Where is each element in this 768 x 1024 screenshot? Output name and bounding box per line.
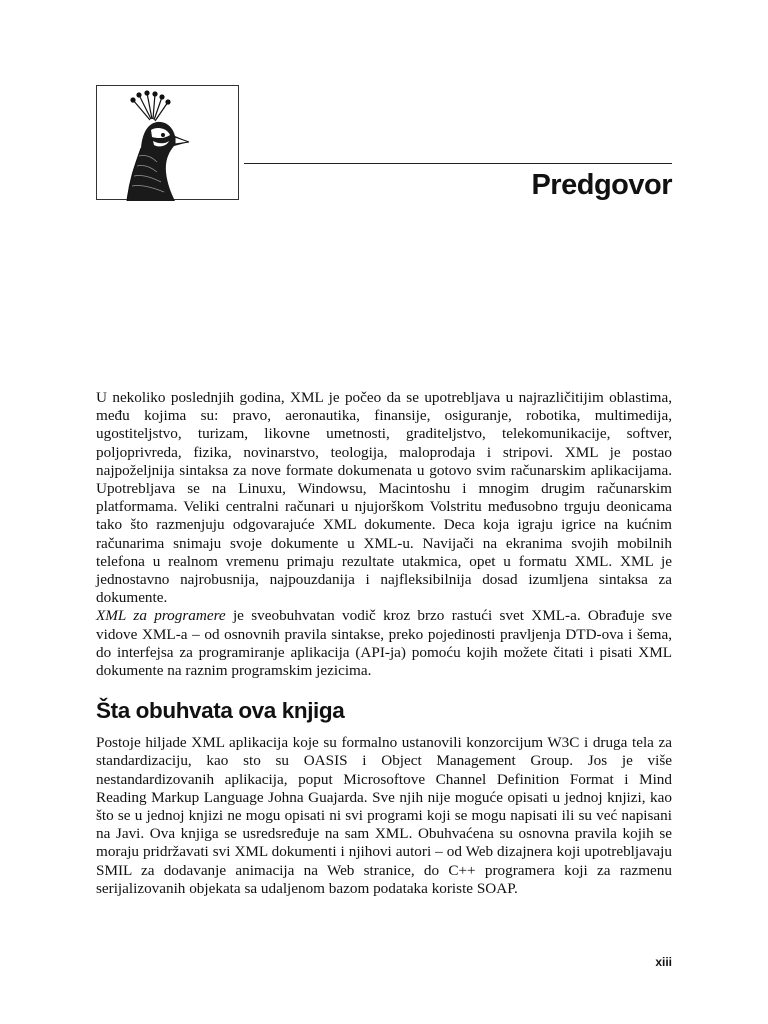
intro-paragraph-2-text: je sveobuhvatan vodič kroz brzo rastući svet XML-a. Obrađuje sve vidove XML-a – od osnovnih pravila sintakse, preko pojedinosti pravljenja DTD-ova i šema, do interfejsa za programiranje aplikacija (API-ja) pomoću kojih možete čitati i pisati XML dokumente na raznim programskim jezicima. [96,607,672,680]
intro-paragraph-1: U nekoliko poslednjih godina, XML je počeo da se upotrebljava u najrazličitijim oblastima, među kojima su: pravo, aeronautika, finansije, osiguranje, robotika, multimedija, ugostiteljstvo, turizam, likovne umetnosti, graditeljstvo, telekomunikacije, softver, poljoprivreda, fizika, novinarstvo, teologija, maloprodaja i stripovi. XML je postao najpoželjnija sintaksa za nove formate dokumenata u gotovo svim računarskim aplikacijama. Upotrebljava se na Linuxu, Windowsu, Macintoshu i mnogim drugim računarskim platformama. Veliki centralni računari u njujorškom Volstritu međusobno trguju deonicama tako što razmenjuju odgovarajuće XML dokumente. Deca koja igraju igrice na kućnim računarima snimaju svoje dokumente u XML-u. Navijači na ekranima svojih mobilnih telefona u realnom vremenu primaju rezultate utakmica, opet u formatu XML. XML je jednostavno najrobusnija, najpouzdanija i najfleksibilnija dosad izumljena sintaksa za dokumente. [96,389,672,607]
title-rule [244,163,672,164]
section-heading: Šta obuhvata ova knjiga [96,698,345,724]
section-paragraph-1: Postoje hiljade XML aplikacija koje su formalno ustanovili konzorcijum W3C i druga tela za standardizaciju, kao sto su OASIS i Object Management Group. Jos je više nestandardizovanih aplikacija, poput Microsoftove Channel Definition Format i Mind Reading Markup Language Johna Guajarda. Sve njih nije moguće opisati u jednoj knjizi, kao što se u jednoj knjizi ne mogu opisati ni svi programi koji se mogu napisati ili su već napisani na Javi. Ova knjiga se usredsređuje na sam XML. Obuhvaćena su osnovna pravila kojih se moraju pridržavati svi XML dokumenti i njihovi autori – od Web dizajnera koji upotrebljavaju SMIL za dodavanje animacija na Web stranice, do C++ programera koji za razmenu serijalizovanih objekata sa udaljenom bazom podataka koriste SOAP. [96,734,672,897]
book-title: XML za programere [96,607,226,625]
chapter-title: Predgovor [531,169,672,201]
intro-paragraph-2 [96,607,672,680]
page-number: xiii [655,955,672,969]
body-text [96,389,672,898]
peacock-icon [97,86,240,201]
peacock-illustration-frame [96,85,239,200]
